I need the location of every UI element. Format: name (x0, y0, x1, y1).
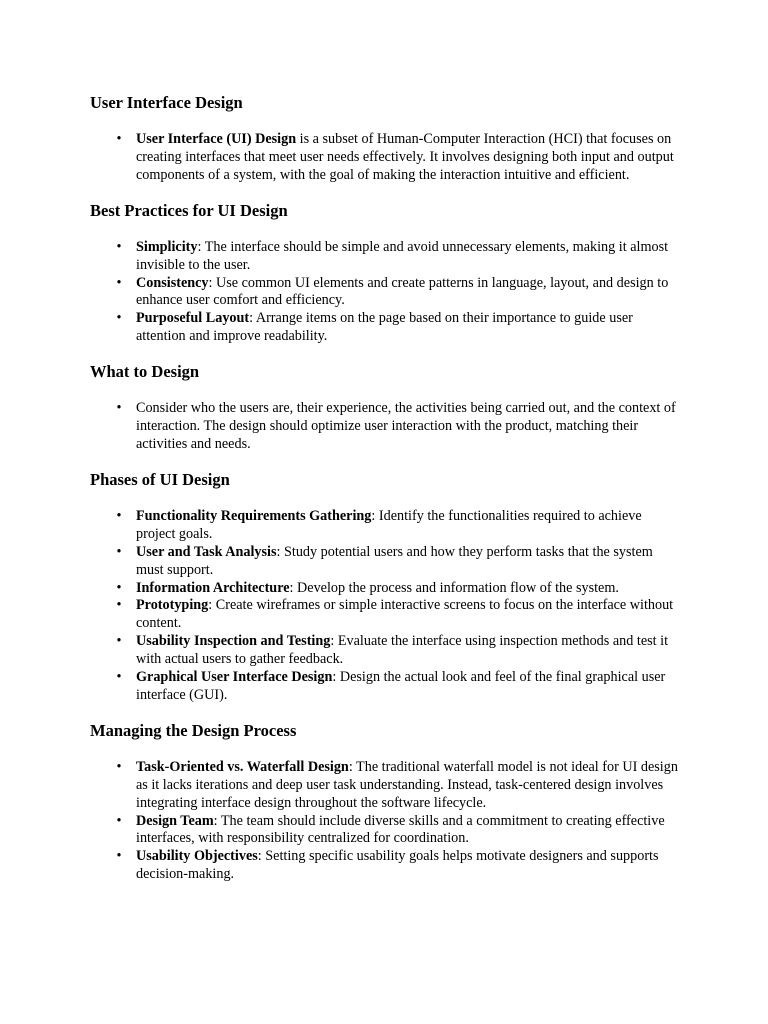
item-text: : Develop the process and information flow of the system. (289, 579, 619, 596)
section-phases-of-ui-design (90, 470, 678, 705)
item-term: Graphical User Interface Design (136, 669, 333, 686)
bullet-icon: • (116, 507, 122, 524)
bullet-icon: • (116, 238, 122, 255)
bullet-icon: • (116, 669, 122, 686)
bullet-icon: • (116, 633, 122, 650)
list-item (116, 310, 678, 346)
section-heading: Best Practices for UI Design (90, 200, 288, 220)
item-text: : The team should include diverse skills and a commitment to creating effective interfaces, with responsibility centralized for coordination. (136, 812, 665, 847)
item-text: : Study potential users and how they perform tasks that the system must support. (136, 543, 653, 578)
bullet-icon: • (116, 310, 122, 327)
item-text: is a subset of Human-Computer Interaction (HCI) that focuses on creating interfaces that meet user needs effectively. It involves designing both input and output components of a system, with the goal of making the interaction intuitive and efficient. (136, 131, 674, 183)
section-user-interface-design (90, 93, 678, 185)
item-term: Functionality Requirements Gathering (136, 507, 372, 524)
list-item (116, 597, 678, 633)
list-item (116, 579, 678, 598)
bullet-list (90, 239, 678, 346)
item-text: : The interface should be simple and avoid unnecessary elements, making it almost invisible to the user. (136, 238, 669, 273)
item-text: Consider who the users are, their experience, the activities being carried out, and the context of interaction. The design should optimize user interaction with the product, matching their activities and needs. (136, 400, 676, 452)
list-item (116, 400, 678, 454)
bullet-icon: • (116, 543, 122, 560)
item-term: Design Team (136, 812, 214, 829)
item-text: : Create wireframes or simple interactive screens to focus on the interface without content. (136, 597, 674, 632)
item-term: Usability Objectives (136, 848, 258, 865)
list-item (116, 669, 678, 705)
item-text: : Arrange items on the page based on their importance to guide user attention and improve readability. (136, 310, 633, 345)
item-term: User and Task Analysis (136, 543, 277, 560)
bullet-icon: • (116, 848, 122, 865)
item-term: Simplicity (136, 238, 198, 255)
item-term: Purposeful Layout (136, 310, 250, 327)
item-text: : Evaluate the interface using inspection methods and test it with actual users to gather feedback. (136, 633, 669, 668)
item-text: : Setting specific usability goals helps motivate designers and supports decision-making. (136, 848, 659, 883)
item-term: Consistency (136, 274, 209, 291)
bullet-icon: • (116, 400, 122, 417)
section-managing-design-process (90, 721, 678, 884)
bullet-icon: • (116, 812, 122, 829)
bullet-list (90, 400, 678, 454)
section-heading: What to Design (90, 362, 200, 382)
section-heading: Phases of UI Design (90, 469, 230, 489)
list-item (116, 633, 678, 669)
item-text: : Identify the functionalities required to achieve project goals. (136, 507, 642, 542)
bullet-icon: • (116, 131, 122, 147)
section-best-practices (90, 201, 678, 346)
list-item (116, 507, 678, 544)
list-item (116, 543, 678, 580)
bullet-icon: • (116, 758, 122, 775)
item-term: Information Architecture (136, 579, 290, 596)
section-heading: User Interface Design (90, 93, 243, 112)
item-text: : The traditional waterfall model is not ideal for UI design as it lacks iterations and deep user task understanding. Instead, task-centered design involves integrating interface design throughout the software lifecycle. (136, 758, 678, 811)
list-item (116, 848, 678, 884)
list-item (116, 758, 678, 813)
item-term: Usability Inspection and Testing (136, 633, 331, 650)
item-term: Task-Oriented vs. Waterfall Design (136, 758, 349, 775)
bullet-list (90, 759, 678, 884)
item-text: : Use common UI elements and create patterns in language, layout, and design to enhance user comfort and efficiency. (136, 274, 669, 309)
list-item (116, 274, 678, 311)
section-heading: Managing the Design Process (90, 720, 297, 740)
bullet-list (90, 131, 678, 185)
bullet-icon: • (116, 597, 122, 614)
section-what-to-design (90, 362, 678, 454)
bullet-icon: • (116, 274, 122, 291)
item-text: : Design the actual look and feel of the final graphical user interface (GUI). (136, 669, 666, 703)
list-item (116, 131, 678, 185)
list-item (116, 238, 678, 275)
list-item (116, 812, 678, 849)
bullet-icon: • (116, 579, 122, 596)
bullet-list (90, 508, 678, 705)
item-term: Prototyping (136, 597, 209, 614)
item-term: User Interface (UI) Design (136, 131, 297, 147)
